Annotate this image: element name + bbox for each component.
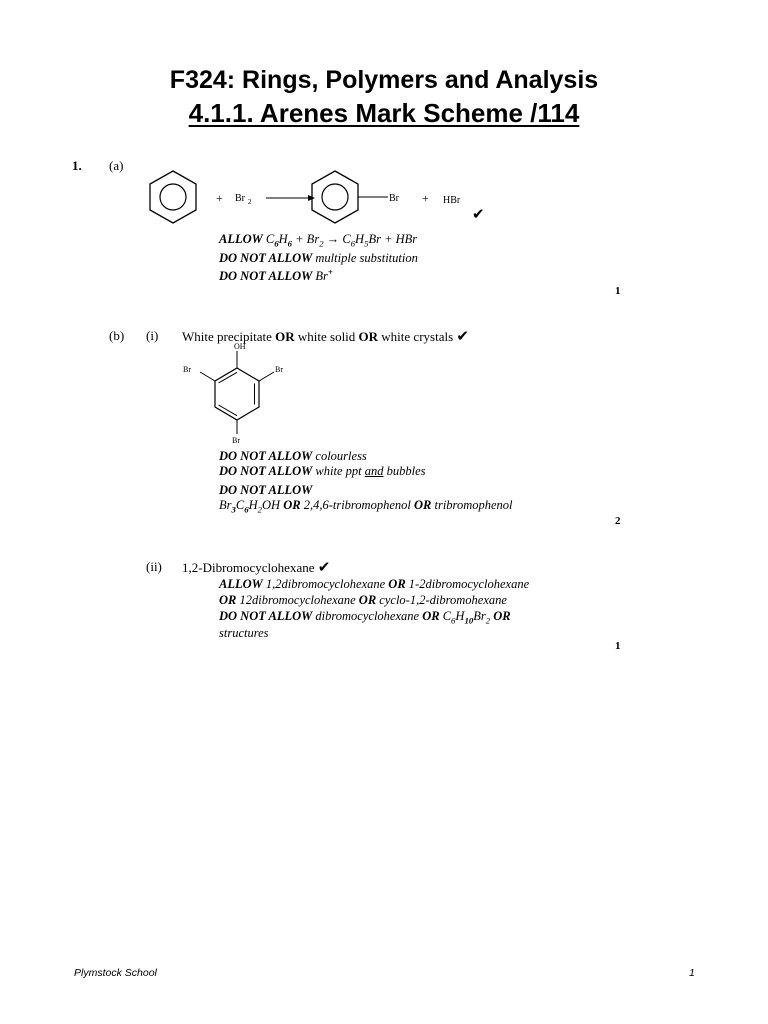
benzene-ring-product [312, 171, 358, 223]
mark-value: 2 [615, 515, 621, 527]
c-br-bond-left [200, 372, 215, 381]
part-b-label: (b) [109, 328, 125, 343]
mark-value: 1 [615, 285, 621, 297]
do-not-allow-line: DO NOT ALLOW Br+ [219, 266, 333, 283]
alternative-names-line: $Br_3C_6H_2OH$ OR 2,4,6-tribromophenol OR tribromophenol [219, 498, 513, 515]
part-a-label: (a) [109, 158, 124, 173]
mark-value: 1 [615, 640, 621, 652]
do-not-allow-line: DO NOT ALLOW dibromocyclohexane OR $C_6H_{10}Br_2$ OR [219, 609, 511, 626]
bromine-left: Br [183, 365, 191, 374]
plus-sign: + [422, 191, 429, 205]
plus-sign: + [216, 191, 223, 205]
hydroxyl-label: OH [234, 342, 246, 351]
footer-school: Plymstock School [74, 967, 157, 979]
allow-line: ALLOW $C_6H_6 + Br_2 \to C_6H_5Br$ + HBr [219, 232, 418, 249]
benzene-aromatic-circle [322, 184, 348, 210]
do-not-allow-line: DO NOT ALLOW white ppt and bubbles [219, 464, 426, 478]
do-not-allow-line: DO NOT ALLOW colourless [219, 449, 367, 463]
hydrogen-bromide: HBr [443, 195, 461, 206]
bromine-bottom: Br [232, 436, 240, 445]
allow-line: ALLOW 1,2dibromocyclohexane OR 1-2dibromocyclohexane [219, 577, 530, 591]
reaction-scheme [140, 168, 520, 230]
bromine-right: Br [275, 365, 283, 374]
bromine-subscript: 2 [248, 198, 252, 206]
question-number: 1. [72, 158, 82, 173]
do-not-allow-line-continued: structures [219, 626, 269, 640]
part-ii-label: (ii) [146, 559, 162, 574]
answer-line: 1,2-Dibromocyclohexane ✔ [182, 560, 331, 576]
product-bromine: Br [389, 193, 399, 204]
c-br-bond-right [259, 372, 274, 381]
tribromophenol-structure [180, 340, 300, 446]
benzene-aromatic-circle [160, 184, 186, 210]
do-not-allow-line: DO NOT ALLOW multiple substitution [219, 251, 418, 265]
benzene-ring-reactant [150, 171, 196, 223]
page-subtitle: 4.1.1. Arenes Mark Scheme /114 [188, 98, 580, 128]
footer-page-number: 1 [689, 967, 695, 979]
allow-line: OR 12dibromocyclohexane OR cyclo-1,2-dibromohexane [219, 593, 507, 607]
tick-icon: ✔ [472, 207, 485, 223]
tick-icon: ✔ [317, 560, 331, 576]
part-i-label: (i) [146, 328, 159, 343]
do-not-allow-line: DO NOT ALLOW [219, 483, 313, 497]
tick-icon: ✔ [456, 329, 469, 345]
page-title: F324: Rings, Polymers and Analysis [169, 66, 599, 94]
answer-line: White precipitate OR white solid OR white crystals ✔ [182, 329, 469, 345]
phenol-ring [215, 368, 259, 420]
bromine-reagent: Br [235, 193, 245, 204]
